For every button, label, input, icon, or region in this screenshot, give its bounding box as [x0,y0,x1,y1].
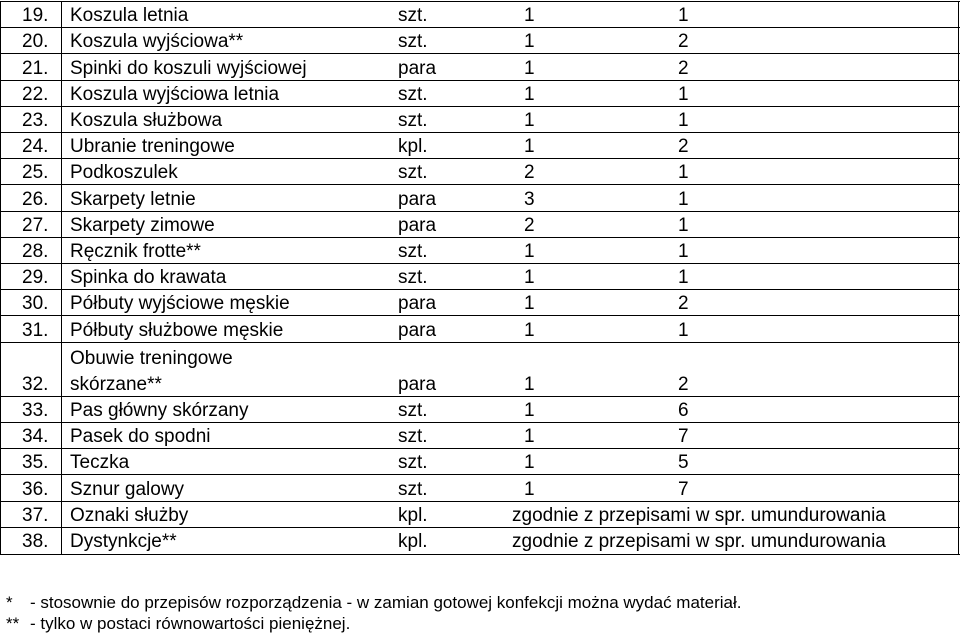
item-note: zgodnie z przepisami w spr. umundurowania [512,504,886,526]
footnotes [6,592,742,634]
item-name: Pasek do spodni [70,426,211,448]
table-row [0,501,960,528]
item-count: 2 [678,31,689,53]
item-count: 6 [678,399,689,421]
item-count: 1 [678,240,689,262]
item-unit: szt. [398,478,428,500]
item-name: Spinka do krawata [70,267,227,289]
row-number: 33. [22,399,49,421]
table-row [0,132,960,159]
item-name: Ręcznik frotte** [70,240,201,262]
item-quantity: 1 [524,5,535,27]
footnote-text: - stosownie do przepisów rozporządzenia - w zamian gotowej konfekcji można wydać materiał. [30,593,742,612]
row-number: 25. [22,162,49,184]
item-count: 1 [678,214,689,236]
item-count: 2 [678,57,689,79]
item-unit: szt. [398,399,428,421]
table-right-border [958,1,959,554]
item-quantity: 1 [524,57,535,79]
item-name: Teczka [70,452,130,474]
table-row [0,448,960,475]
item-quantity: 1 [524,478,535,500]
row-number: 19. [22,5,49,27]
row-number: 38. [22,530,49,552]
row-number: 20. [22,31,49,53]
row-number: 30. [22,293,49,315]
item-unit: para [398,319,437,341]
item-name: Pas główny skórzany [70,399,249,421]
item-name: Skarpety letnie [70,188,196,210]
footnote-mark: ** [6,614,20,633]
table-row [0,315,960,342]
item-unit: kpl. [398,504,428,526]
row-number: 28. [22,240,49,262]
item-name: Skarpety zimowe [70,214,215,236]
row-number: 29. [22,267,49,289]
row-number: 31. [22,319,49,341]
table-row [0,53,960,80]
item-count: 5 [678,452,689,474]
item-quantity: 2 [524,214,535,236]
item-count: 1 [678,267,689,289]
item-count: 2 [678,136,689,158]
item-quantity: 1 [524,136,535,158]
item-name: Koszula wyjściowa** [70,31,244,53]
item-unit: szt. [398,31,428,53]
table-row [0,396,960,423]
footnote-single-star [6,592,742,613]
table-row [0,80,960,107]
item-name: Dystynkcje** [70,530,177,552]
item-quantity: 3 [524,188,535,210]
item-count: 1 [678,5,689,27]
item-quantity: 1 [524,293,535,315]
table-row [0,237,960,264]
item-count: 1 [678,188,689,210]
item-name: Koszula wyjściowa letnia [70,83,280,105]
item-note: zgodnie z przepisami w spr. umundurowania [512,530,886,552]
item-count: 1 [678,109,689,131]
item-unit: para [398,293,437,315]
item-quantity: 1 [524,319,535,341]
item-unit: szt. [398,267,428,289]
item-unit: szt. [398,240,428,262]
item-name-line2: skórzane** [70,373,162,395]
item-quantity: 1 [524,399,535,421]
row-number: 26. [22,188,49,210]
row-number: 34. [22,426,49,448]
item-count: 1 [678,319,689,341]
item-unit: szt. [398,426,428,448]
item-quantity: 2 [524,162,535,184]
item-name: Półbuty służbowe męskie [70,319,284,341]
item-count: 1 [678,83,689,105]
item-unit: szt. [398,162,428,184]
item-quantity: 1 [524,240,535,262]
footnote-double-star [6,613,742,634]
table-row [0,527,960,555]
item-unit: para [398,188,437,210]
item-name: Podkoszulek [70,162,178,184]
row-number: 23. [22,109,49,131]
column-divider [61,1,62,554]
item-unit: para [398,373,437,395]
item-quantity: 1 [524,452,535,474]
item-name: Półbuty wyjściowe męskie [70,293,290,315]
item-name: Obuwie treningowe [70,347,233,369]
table-left-border [0,1,1,554]
table-row [0,342,960,397]
table-row [0,422,960,449]
item-unit: kpl. [398,136,428,158]
item-unit: szt. [398,452,428,474]
item-unit: kpl. [398,530,428,552]
item-name: Sznur galowy [70,478,185,500]
item-name: Spinki do koszuli wyjściowej [70,57,307,79]
item-count: 2 [678,373,689,395]
row-number: 21. [22,57,49,79]
table-row [0,211,960,238]
table-row [0,106,960,133]
item-quantity: 1 [524,109,535,131]
item-quantity: 1 [524,83,535,105]
item-quantity: 1 [524,373,535,395]
item-name: Oznaki służby [70,504,189,526]
item-unit: para [398,214,437,236]
row-number: 37. [22,504,49,526]
footnote-text: - tylko w postaci równowartości pieniężnej. [30,614,351,633]
table-row [0,263,960,290]
item-quantity: 1 [524,267,535,289]
footnote-mark: * [6,593,13,612]
item-count: 1 [678,162,689,184]
table-row [0,1,960,28]
item-name: Koszula letnia [70,5,189,27]
item-count: 2 [678,293,689,315]
item-name: Koszula służbowa [70,109,223,131]
item-unit: para [398,57,437,79]
item-name: Ubranie treningowe [70,136,235,158]
item-quantity: 1 [524,31,535,53]
row-number: 22. [22,83,49,105]
table-row [0,474,960,501]
row-number: 35. [22,452,49,474]
table-row [0,289,960,316]
row-number: 24. [22,136,49,158]
row-number: 36. [22,478,49,500]
table-row [0,27,960,54]
item-unit: szt. [398,109,428,131]
item-count: 7 [678,426,689,448]
table-row [0,158,960,185]
item-unit: szt. [398,5,428,27]
row-number: 27. [22,214,49,236]
item-count: 7 [678,478,689,500]
item-quantity: 1 [524,426,535,448]
row-number: 32. [22,373,49,395]
item-unit: szt. [398,83,428,105]
table-row [0,184,960,211]
